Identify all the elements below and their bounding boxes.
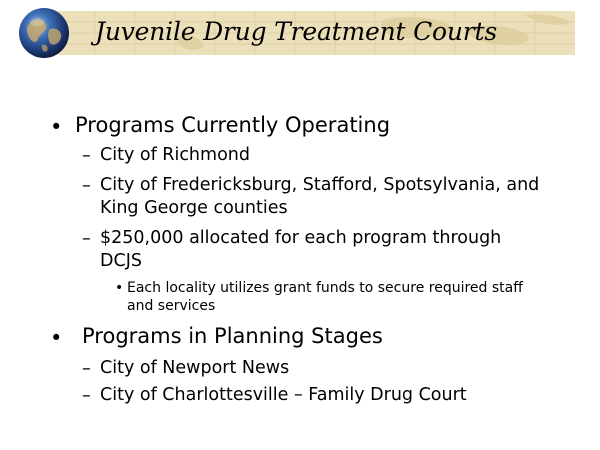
bullet-marker: •	[50, 326, 63, 350]
list-item-continuation: DCJS	[100, 251, 142, 271]
list-item: City of Richmond	[100, 145, 250, 165]
list-item-continuation: King George counties	[100, 198, 288, 218]
dash-marker: –	[82, 146, 91, 166]
list-item: City of Fredericksburg, Stafford, Spotsylvania, and	[100, 175, 540, 195]
list-item: $250,000 allocated for each program through	[100, 228, 502, 248]
list-item: City of Charlottesville – Family Drug Court	[100, 385, 467, 405]
sub-bullet-marker: •	[115, 280, 124, 296]
slide-title: Juvenile Drug Treatment Courts	[95, 17, 497, 46]
dash-marker: –	[82, 229, 91, 249]
bullet-marker: •	[50, 115, 63, 139]
dash-marker: –	[82, 386, 91, 406]
section-heading: Programs in Planning Stages	[82, 324, 383, 348]
section-heading: Programs Currently Operating	[75, 113, 391, 137]
dash-marker: –	[82, 176, 91, 196]
list-item: City of Newport News	[100, 358, 290, 378]
sub-list-item-continuation: and services	[127, 298, 216, 314]
sub-list-item: Each locality utilizes grant funds to secure required staff	[127, 280, 523, 296]
dash-marker: –	[82, 359, 91, 379]
